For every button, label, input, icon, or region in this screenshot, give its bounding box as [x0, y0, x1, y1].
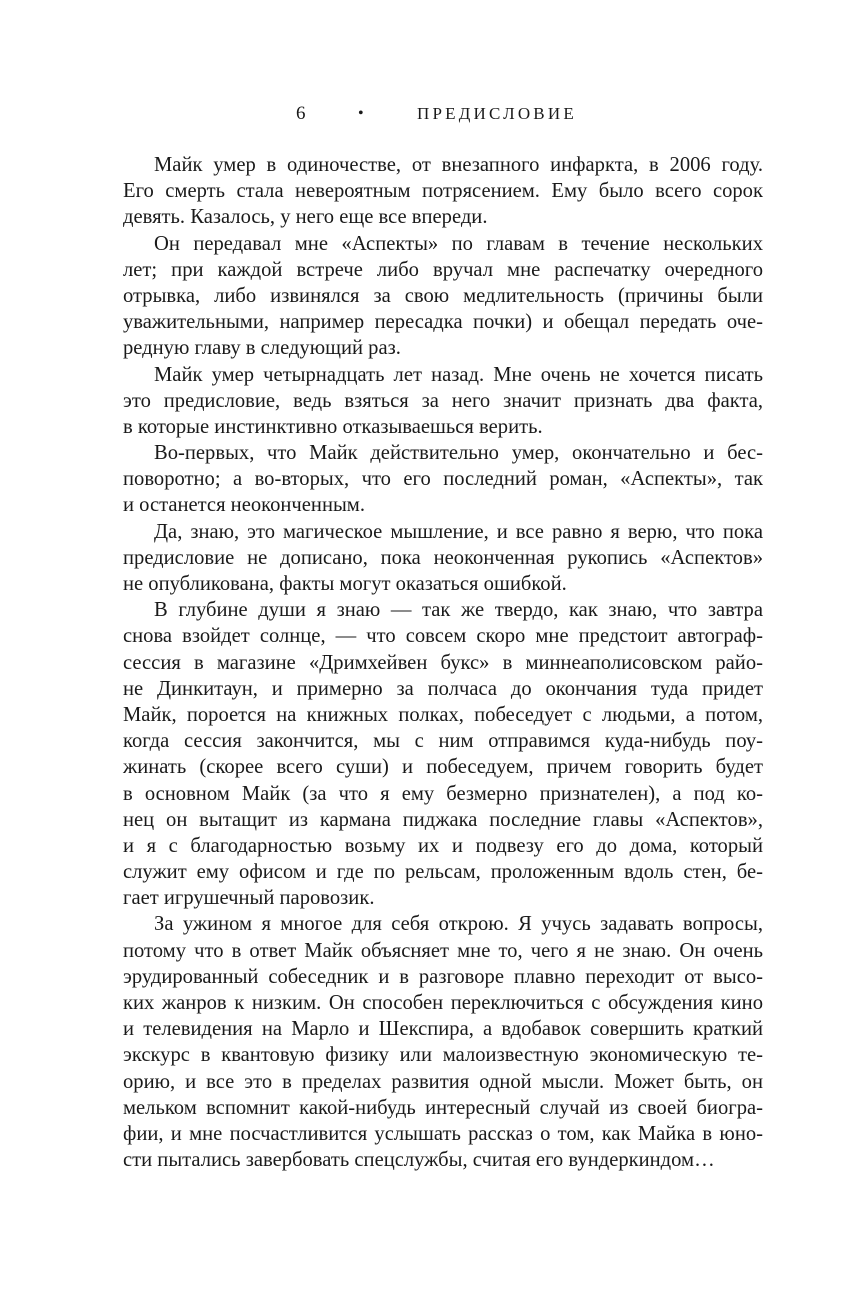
text-line: ких жанров к низким. Он способен переключиться с обсуждения кино	[123, 992, 763, 1014]
page-number: 6	[296, 103, 306, 124]
text-line: лет; при каждой встрече либо вручал мне распечатку очередного	[123, 258, 763, 281]
paragraph-5	[123, 519, 763, 598]
text-line: девять. Казалось, у него еще все впереди.	[123, 206, 488, 229]
text-line: и я с благодарностью возьму их и подвезу его до дома, который	[123, 834, 763, 857]
text-line: Во-первых, что Майк действительно умер, окончательно и бес-	[154, 442, 763, 465]
text-line: Он передавал мне «Аспекты» по главам в течение нескольких	[154, 232, 763, 255]
text-line: в которые инстинктивно отказываешься верить.	[123, 415, 543, 438]
text-line: мельком вспомнит какой-нибудь интересный случай из своей биогра-	[123, 1096, 763, 1119]
body-text	[123, 152, 763, 1173]
text-line: уважительными, например пересадка почки) и обещал передать оче-	[123, 311, 763, 334]
text-line: это предисловие, ведь взяться за него значит признать два факта,	[123, 389, 763, 412]
section-title: ПРЕДИСЛОВИЕ	[417, 104, 577, 123]
text-line: За ужином я многое для себя открою. Я учусь задавать вопросы,	[154, 913, 763, 936]
text-line: Майк умер четырнадцать лет назад. Мне очень не хочется писать	[154, 363, 763, 386]
text-line: экскурс в квантовую физику или малоизвестную экономическую те-	[123, 1044, 763, 1067]
paragraph-6	[123, 597, 763, 911]
text-line: Да, знаю, это магическое мышление, и все равно я верю, что пока	[154, 520, 763, 543]
paragraph-2	[123, 231, 763, 362]
paragraph-1	[123, 152, 763, 231]
text-line: нец он вытащит из кармана пиджака последние главы «Аспектов»,	[123, 808, 763, 831]
paragraph-3	[123, 362, 763, 441]
text-line: В глубине души я знаю — так же твердо, как знаю, что завтра	[154, 599, 763, 622]
text-line: сессия в магазине «Дримхейвен букс» в миннеаполисовском райо-	[123, 651, 763, 674]
text-line: потому что в ответ Майк объясняет мне то, чего я не знаю. Он очень	[123, 939, 763, 962]
text-line: снова взойдет солнце, — что совсем скоро мне предстоит автограф-	[123, 625, 763, 648]
separator-bullet: •	[358, 105, 364, 122]
text-line: сти пытались завербовать спецслужбы, считая его вундеркиндом…	[123, 1149, 715, 1172]
paragraph-4	[123, 440, 763, 519]
text-line: предисловие не дописано, пока неоконченная рукопись «Аспектов»	[123, 546, 763, 569]
text-line: редную главу в следующий раз.	[123, 337, 401, 360]
text-line: и телевидения на Марло и Шекспира, а вдобавок совершить краткий	[123, 1018, 763, 1041]
text-line: фии, и мне посчастливится услышать рассказ о том, как Майка в юно-	[123, 1122, 763, 1145]
text-line: гает игрушечный паровозик.	[123, 887, 375, 910]
text-line: не опубликована, факты могут оказаться ошибкой.	[123, 573, 567, 595]
text-line: служит ему офисом и где по рельсам, проложенным вдоль стен, бе-	[123, 861, 763, 884]
text-line: поворотно; а во-вторых, что его последний роман, «Аспекты», так	[123, 468, 763, 491]
text-line: жинать (скорее всего суши) и побеседуем, причем говорить будет	[123, 756, 763, 779]
text-line: в основном Майк (за что я ему безмерно признателен), а под ко-	[123, 782, 763, 805]
text-line: Его смерть стала невероятным потрясением. Ему было всего сорок	[123, 180, 763, 203]
text-line: отрывка, либо извинялся за свою медлительность (причины были	[123, 284, 763, 307]
text-line: эрудированный собеседник и в разговоре плавно переходит от высо-	[123, 965, 763, 988]
running-head	[0, 101, 845, 127]
text-line: и останется неоконченным.	[123, 494, 365, 517]
text-line: Майк умер в одиночестве, от внезапного инфаркта, в 2006 году.	[154, 154, 763, 176]
paragraph-7	[123, 911, 763, 1173]
text-line: Майк, пороется на книжных полках, побеседует с людьми, а потом,	[123, 703, 763, 726]
text-line: орию, и все это в пределах развития одной мысли. Может быть, он	[123, 1070, 763, 1093]
text-line: не Динкитаун, и примерно за полчаса до окончания туда придет	[123, 677, 763, 700]
text-line: когда сессия закончится, мы с ним отправимся куда-нибудь поу-	[123, 730, 763, 753]
